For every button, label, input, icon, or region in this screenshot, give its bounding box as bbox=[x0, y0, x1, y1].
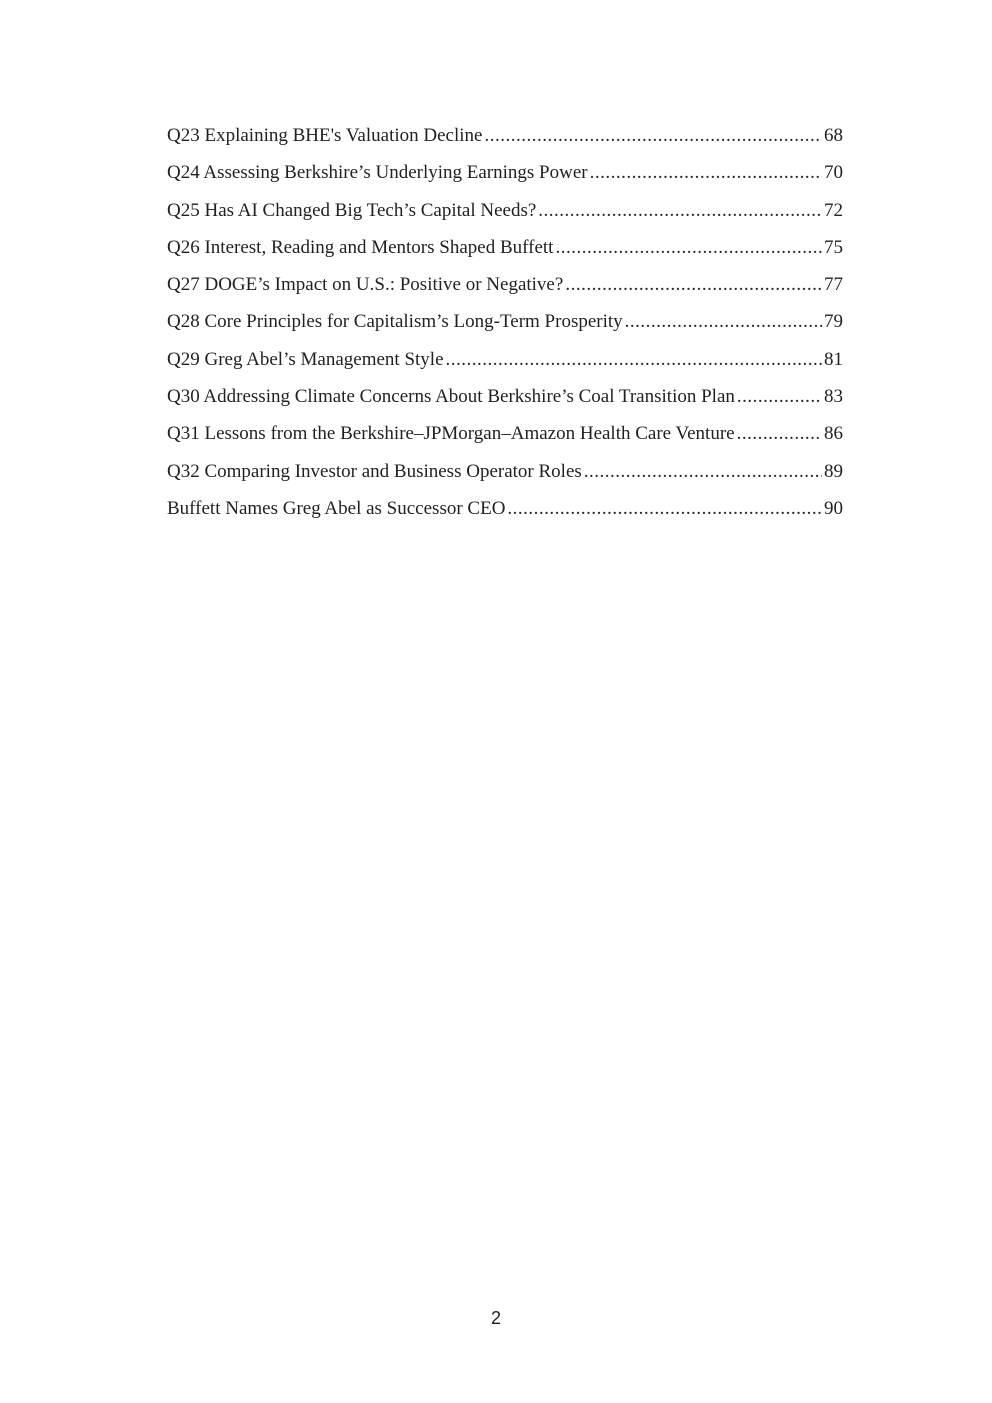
toc-entry-page: 81 bbox=[824, 348, 843, 370]
toc-entry[interactable] bbox=[167, 383, 843, 420]
toc-entry-page: 68 bbox=[824, 125, 843, 146]
dot-leader bbox=[737, 383, 822, 411]
dot-leader bbox=[625, 308, 822, 336]
dot-leader bbox=[538, 197, 822, 225]
toc-entry-title: Q28 Core Principles for Capitalism’s Long-Term Prosperity bbox=[167, 311, 623, 333]
toc-entry[interactable] bbox=[167, 271, 843, 308]
toc-entry-title: Q25 Has AI Changed Big Tech’s Capital Needs? bbox=[167, 199, 537, 221]
toc-entry-page: 77 bbox=[824, 274, 843, 296]
toc-entry-title: Q27 DOGE’s Impact on U.S.: Positive or Negative? bbox=[167, 274, 564, 296]
dot-leader bbox=[737, 420, 822, 448]
toc-entry[interactable] bbox=[167, 234, 843, 271]
table-of-contents bbox=[167, 122, 843, 532]
toc-entry[interactable] bbox=[167, 495, 843, 532]
toc-entry-page: 72 bbox=[824, 199, 843, 221]
toc-entry-page: 90 bbox=[824, 497, 843, 519]
dot-leader bbox=[565, 271, 822, 299]
toc-entry-page: 86 bbox=[824, 423, 843, 445]
toc-entry[interactable] bbox=[167, 420, 843, 457]
toc-entry[interactable] bbox=[167, 197, 843, 234]
dot-leader bbox=[507, 495, 822, 523]
toc-entry-title: Q32 Comparing Investor and Business Operator Roles bbox=[167, 460, 582, 482]
toc-entry-page: 79 bbox=[824, 311, 843, 333]
dot-leader bbox=[555, 234, 822, 262]
toc-entry[interactable] bbox=[167, 458, 843, 495]
toc-entry[interactable] bbox=[167, 159, 843, 196]
toc-entry-page: 75 bbox=[824, 236, 843, 258]
toc-entry-title: Q29 Greg Abel’s Management Style bbox=[167, 348, 444, 370]
toc-entry-title: Buffett Names Greg Abel as Successor CEO bbox=[167, 497, 506, 519]
toc-entry-page: 83 bbox=[824, 386, 843, 408]
toc-entry-title: Q31 Lessons from the Berkshire–JPMorgan–Amazon Health Care Venture bbox=[167, 423, 735, 445]
dot-leader bbox=[446, 346, 822, 374]
toc-entry[interactable] bbox=[167, 122, 843, 159]
toc-entry-title: Q30 Addressing Climate Concerns About Berkshire’s Coal Transition Plan bbox=[167, 386, 735, 408]
toc-entry-page: 89 bbox=[824, 460, 843, 482]
toc-entry[interactable] bbox=[167, 346, 843, 383]
dot-leader bbox=[484, 122, 822, 150]
toc-entry-page: 70 bbox=[824, 162, 843, 184]
toc-entry-title: Q23 Explaining BHE's Valuation Decline bbox=[167, 125, 483, 146]
dot-leader bbox=[584, 458, 822, 486]
toc-entry[interactable] bbox=[167, 308, 843, 345]
toc-entry-title: Q26 Interest, Reading and Mentors Shaped Buffett bbox=[167, 236, 554, 258]
page-number: 2 bbox=[490, 1308, 501, 1328]
dot-leader bbox=[590, 159, 822, 187]
toc-entry-title: Q24 Assessing Berkshire’s Underlying Earnings Power bbox=[167, 162, 588, 184]
